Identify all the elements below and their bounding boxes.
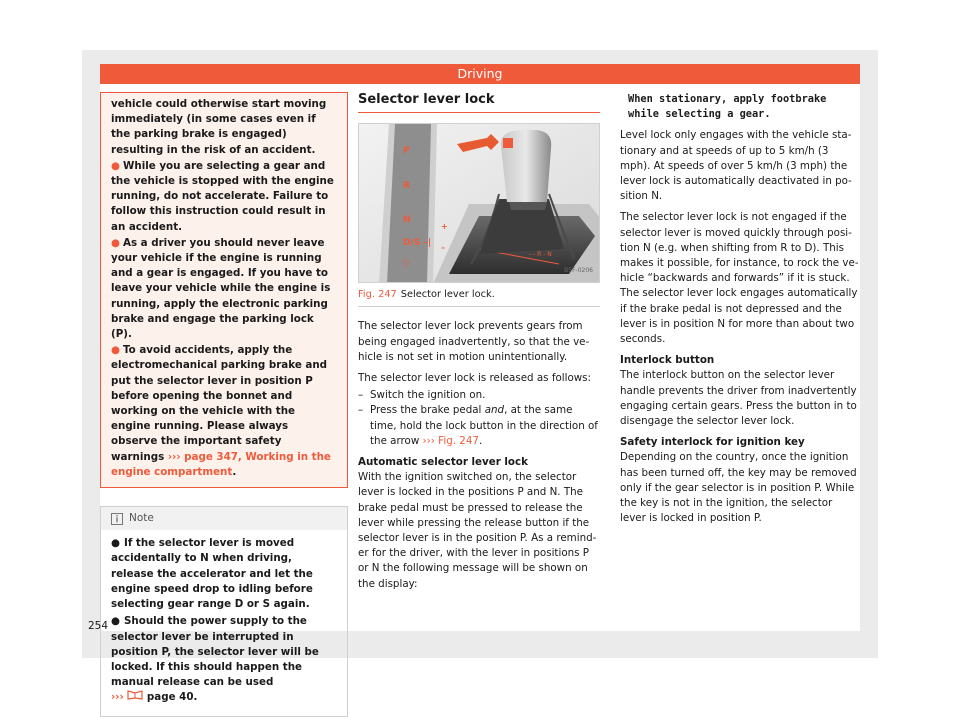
bullet-icon: ● [111, 344, 120, 357]
bullet-icon: ● [111, 615, 120, 628]
page-number: 254 [88, 620, 109, 632]
safety-interlock-text: Depending on the country, once the ignition has been turned off, the key may be removed only if the gear selector is in position P. While the key is not in the ignition, the selector lever is locked in position P. [620, 451, 857, 525]
warning-bullet: ● As a driver you should never leave your vehicle if the engine is running and a gear is engaged. If you have to leave your vehicle while the engine is running, apply the electronic parking brake and engage the parking lock (P). [111, 236, 331, 341]
intro-paragraph: The selector lever lock prevents gears from being engaged inadvertently, so that the vehicle is not set in motion unintentionally. [358, 320, 590, 363]
step-item: – Press the brake pedal and, at the same time, hold the lock button in the direction of the arrow ››› Fig. 247. [358, 404, 598, 447]
lock-not-engaged-text: The selector lever lock is not engaged if the selector lever is moved quickly through position N (e.g. when shifting from R to D). This makes it possible, for instance, to rock the vehicle “backwards and forwards” if it is stuck. The selector lever lock engages automatically if the brake pedal is not depressed and the lever is in position N for more than about two seconds. [620, 211, 859, 346]
bullet-icon: ● [111, 537, 120, 550]
page-40-link[interactable]: ››› page 40 [111, 691, 194, 704]
warning-continued-text: vehicle could otherwise start moving immediately (in some cases even if the parking brake is engaged) resulting in the risk of an accident. [111, 98, 327, 156]
step-item: – Switch the ignition on. [358, 389, 486, 402]
middle-column [358, 92, 600, 598]
gear-label-p: P [403, 146, 410, 157]
gear-label-n: N [403, 214, 411, 225]
release-intro: The selector lever lock is released as follows: [358, 372, 592, 385]
note-bullet: ● Should the power supply to the selector lever be interrupted in position P, the selector lever will be locked. If this should happen the manual release can be used ››› page 40. [111, 615, 319, 704]
svg-text:- - R - N: - - R - N [529, 251, 552, 259]
note-box [100, 506, 348, 716]
bullet-icon: ● [111, 236, 120, 249]
note-bullet: ● If the selector lever is moved accidentally to N when driving, release the accelerator and let the engine speed drop to idling before selecting gear range D or S again. [111, 537, 313, 611]
gear-label-down: ▽ [403, 259, 410, 270]
warning-bullet: ● To avoid accidents, apply the electromechanical parking brake and put the selector lever in position P before opening the bonnet and working on the vehicle with the engine running. Please always observe the important safety warnings ››› page 347, Working in the engine compartment. [111, 344, 331, 478]
plus-sign: + [441, 222, 448, 232]
bullet-icon: ● [111, 159, 120, 172]
note-body [101, 530, 347, 715]
figure-number: Fig. 247 [358, 289, 397, 301]
page-347-link[interactable]: ››› page 347, Working in the engine compartment [111, 450, 331, 478]
selector-lever-illustration [359, 124, 600, 283]
note-title: Note [129, 512, 154, 525]
right-column [620, 92, 860, 532]
minus-sign: – [441, 243, 445, 253]
section-title: Selector lever lock [358, 92, 600, 113]
gear-label-r: R [403, 181, 410, 192]
display-message: When stationary, apply footbrake while selecting a gear. [628, 93, 827, 121]
safety-interlock-heading: Safety interlock for ignition key [620, 436, 805, 449]
auto-lock-text: With the ignition switched on, the selector lever is locked in the positions P and N. The brake pedal must be pressed to release the lever while pressing the release button if the selector lever is in the position P. As a reminder for the driver, with the lever in positions P or N the following message will be shown on the display: [358, 471, 597, 590]
left-column [100, 92, 348, 717]
info-icon [111, 513, 123, 525]
book-icon [127, 690, 143, 700]
gear-indicator [403, 144, 433, 272]
note-header [101, 507, 347, 530]
gear-label-ds: D/S –| [403, 237, 432, 248]
section-header: Driving [100, 64, 860, 84]
figure-selector-lever [358, 123, 600, 283]
lock-speed-text: Level lock only engages with the vehicle stationary and at speeds of up to 5 km/h (3 mph). At speeds of over 5 km/h (3 mph) the lever lock is automatically deactivated in position N. [620, 129, 852, 203]
warning-bullet: ● While you are selecting a gear and the vehicle is stopped with the engine running, do not accelerate. Failure to follow this instruction could result in an accident. [111, 159, 334, 233]
interlock-heading: Interlock button [620, 354, 715, 367]
figure-code-label: B5F-0206 [564, 267, 593, 274]
fig-247-link[interactable]: ››› Fig. 247 [422, 434, 479, 447]
figure-caption: Fig. 247 Selector lever lock. [358, 283, 600, 307]
warning-box [100, 92, 348, 488]
auto-lock-heading: Automatic selector lever lock [358, 456, 528, 469]
interlock-text: The interlock button on the selector lever handle prevents the driver from inadvertently engaging certain gears. Press the button in to disengage the selector lever lock. [620, 369, 857, 428]
